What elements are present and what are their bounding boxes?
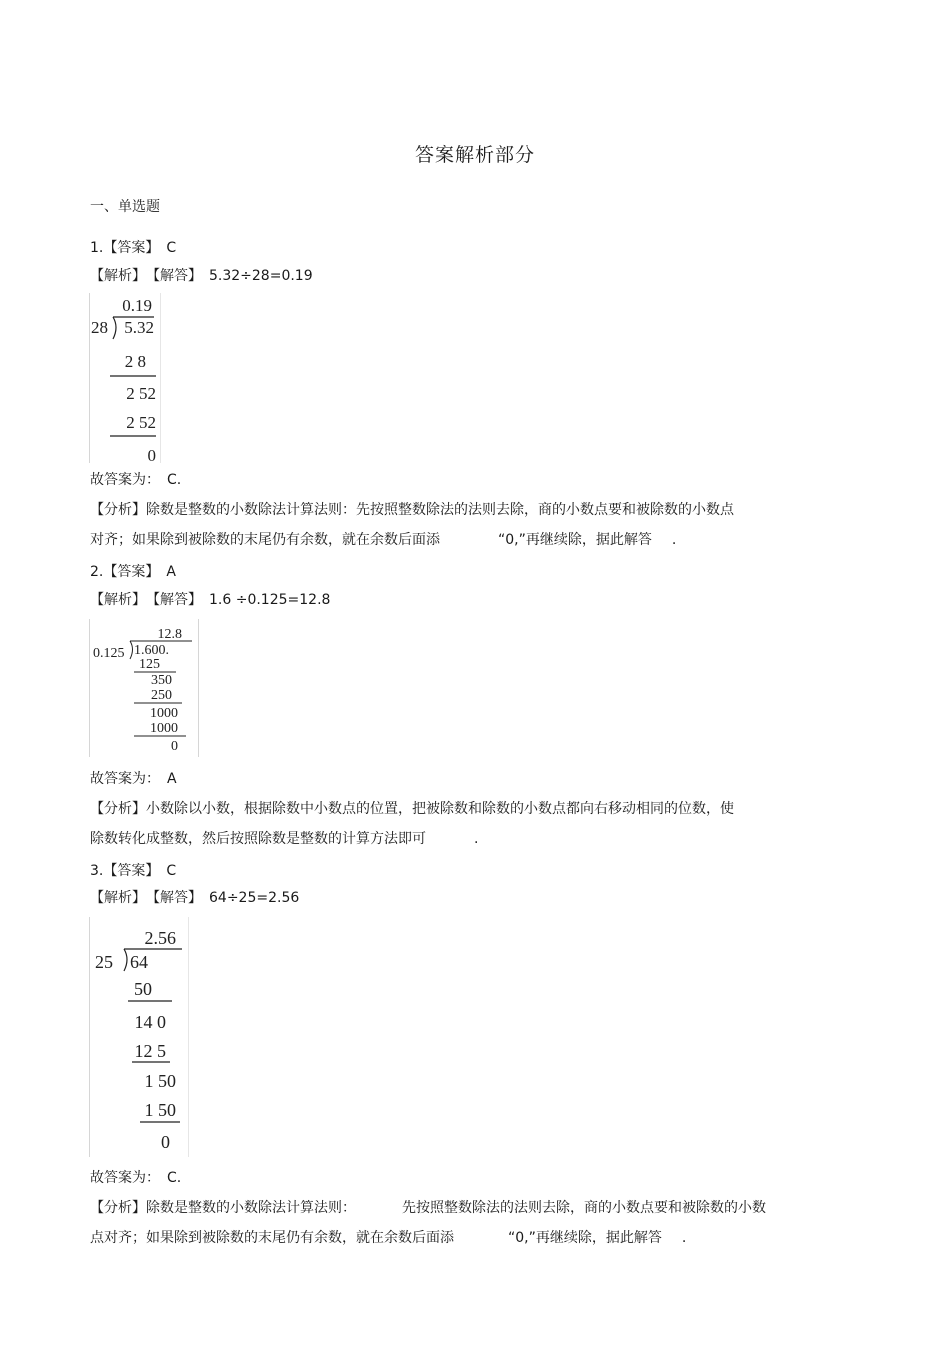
q3-long-division-image (89, 917, 189, 1157)
q2-quotient: 12.8 (157, 627, 182, 642)
page-title: 答案解析部分 (414, 144, 535, 166)
q2-long-division-graphic (90, 619, 198, 757)
q2-step-1: 125 (139, 657, 160, 672)
q2-long-division-image (89, 619, 199, 757)
q1-divisor: 28 (91, 318, 108, 337)
q3-analysis-text-a: 【分析】除数是整数的小数除法计算法则： (90, 1200, 356, 1216)
q2-analysis-text: 除数转化成整数，然后按照除数是整数的计算方法即可 (90, 831, 426, 847)
q2-step-5: 1000 (150, 721, 178, 736)
q1-answer: 1.【答案】 C (90, 240, 177, 256)
q2-divisor: 0.125 (93, 646, 125, 661)
q1-solution: 【解析】 【解答】 5.32÷28=0.19 (90, 268, 313, 284)
q1-analysis-line-1: 【分析】除数是整数的小数除法计算法则：先按照整数除法的法则去除，商的小数点要和被除数的小数点 (90, 502, 734, 518)
q1-step-1: 2 8 (124, 352, 146, 371)
q1-dividend: 5.32 (124, 318, 154, 337)
q3-step-3: 12 5 (134, 1041, 166, 1061)
q1-step-2: 2 52 (126, 384, 156, 403)
q1-long-division-graphic (90, 293, 160, 463)
q3-long-division-graphic (90, 917, 188, 1157)
q3-step-4: 1 50 (144, 1071, 176, 1091)
q3-step-1: 50 (134, 979, 152, 999)
q1-quotient: 0.19 (122, 296, 152, 315)
q1-step-4: 0 (147, 446, 156, 463)
q1-analysis-quote: “0,”再继续除，据此解答 (498, 532, 652, 548)
q3-analysis-quote: “0,”再继续除，据此解答 (508, 1230, 662, 1246)
q2-analysis-line-2 (90, 830, 478, 848)
q2-analysis-line-1: 【分析】小数除以小数，根据除数中小数点的位置，把被除数和除数的小数点都向右移动相同的位数，使 (90, 801, 734, 817)
q1-conclusion: 故答案为： C. (90, 472, 182, 488)
q3-divisor: 25 (95, 952, 113, 972)
q3-analysis-line-1 (90, 1199, 766, 1217)
q2-dividend: 1.600. (134, 643, 169, 658)
q3-analysis-text: 点对齐；如果除到被除数的末尾仍有余数，就在余数后面添 (90, 1230, 454, 1246)
q1-long-division-image (89, 293, 161, 463)
q2-step-3: 250 (151, 688, 172, 703)
q3-step-2: 14 0 (134, 1012, 166, 1032)
section-heading: 一、单选题 (90, 199, 160, 215)
q3-analysis-period: . (681, 1230, 687, 1246)
q3-solution: 【解析】 【解答】 64÷25=2.56 (90, 890, 300, 906)
q1-step-3: 2 52 (126, 413, 156, 432)
q3-analysis-text-b: 先按照整数除法的法则去除，商的小数点要和被除数的小数 (402, 1200, 766, 1216)
q3-conclusion: 故答案为： C. (90, 1170, 182, 1186)
q2-step-2: 350 (151, 673, 172, 688)
q2-conclusion: 故答案为： A (90, 771, 177, 787)
q1-analysis-line-2 (90, 531, 676, 549)
q2-solution: 【解析】 【解答】 1.6 ÷0.125=12.8 (90, 592, 331, 608)
q2-answer: 2.【答案】 A (90, 564, 176, 580)
q2-analysis-period: . (474, 831, 479, 847)
q2-step-4: 1000 (150, 706, 178, 721)
q3-dividend: 64 (130, 952, 148, 972)
q2-step-6: 0 (171, 739, 178, 754)
q3-analysis-line-2 (90, 1229, 686, 1247)
q3-answer: 3.【答案】 C (90, 863, 177, 879)
q3-step-5: 1 50 (144, 1100, 176, 1120)
q1-analysis-text: 对齐；如果除到被除数的末尾仍有余数，就在余数后面添 (90, 532, 440, 548)
q3-step-6: 0 (161, 1132, 170, 1152)
q1-analysis-period: . (671, 532, 677, 548)
q3-quotient: 2.56 (144, 928, 176, 948)
